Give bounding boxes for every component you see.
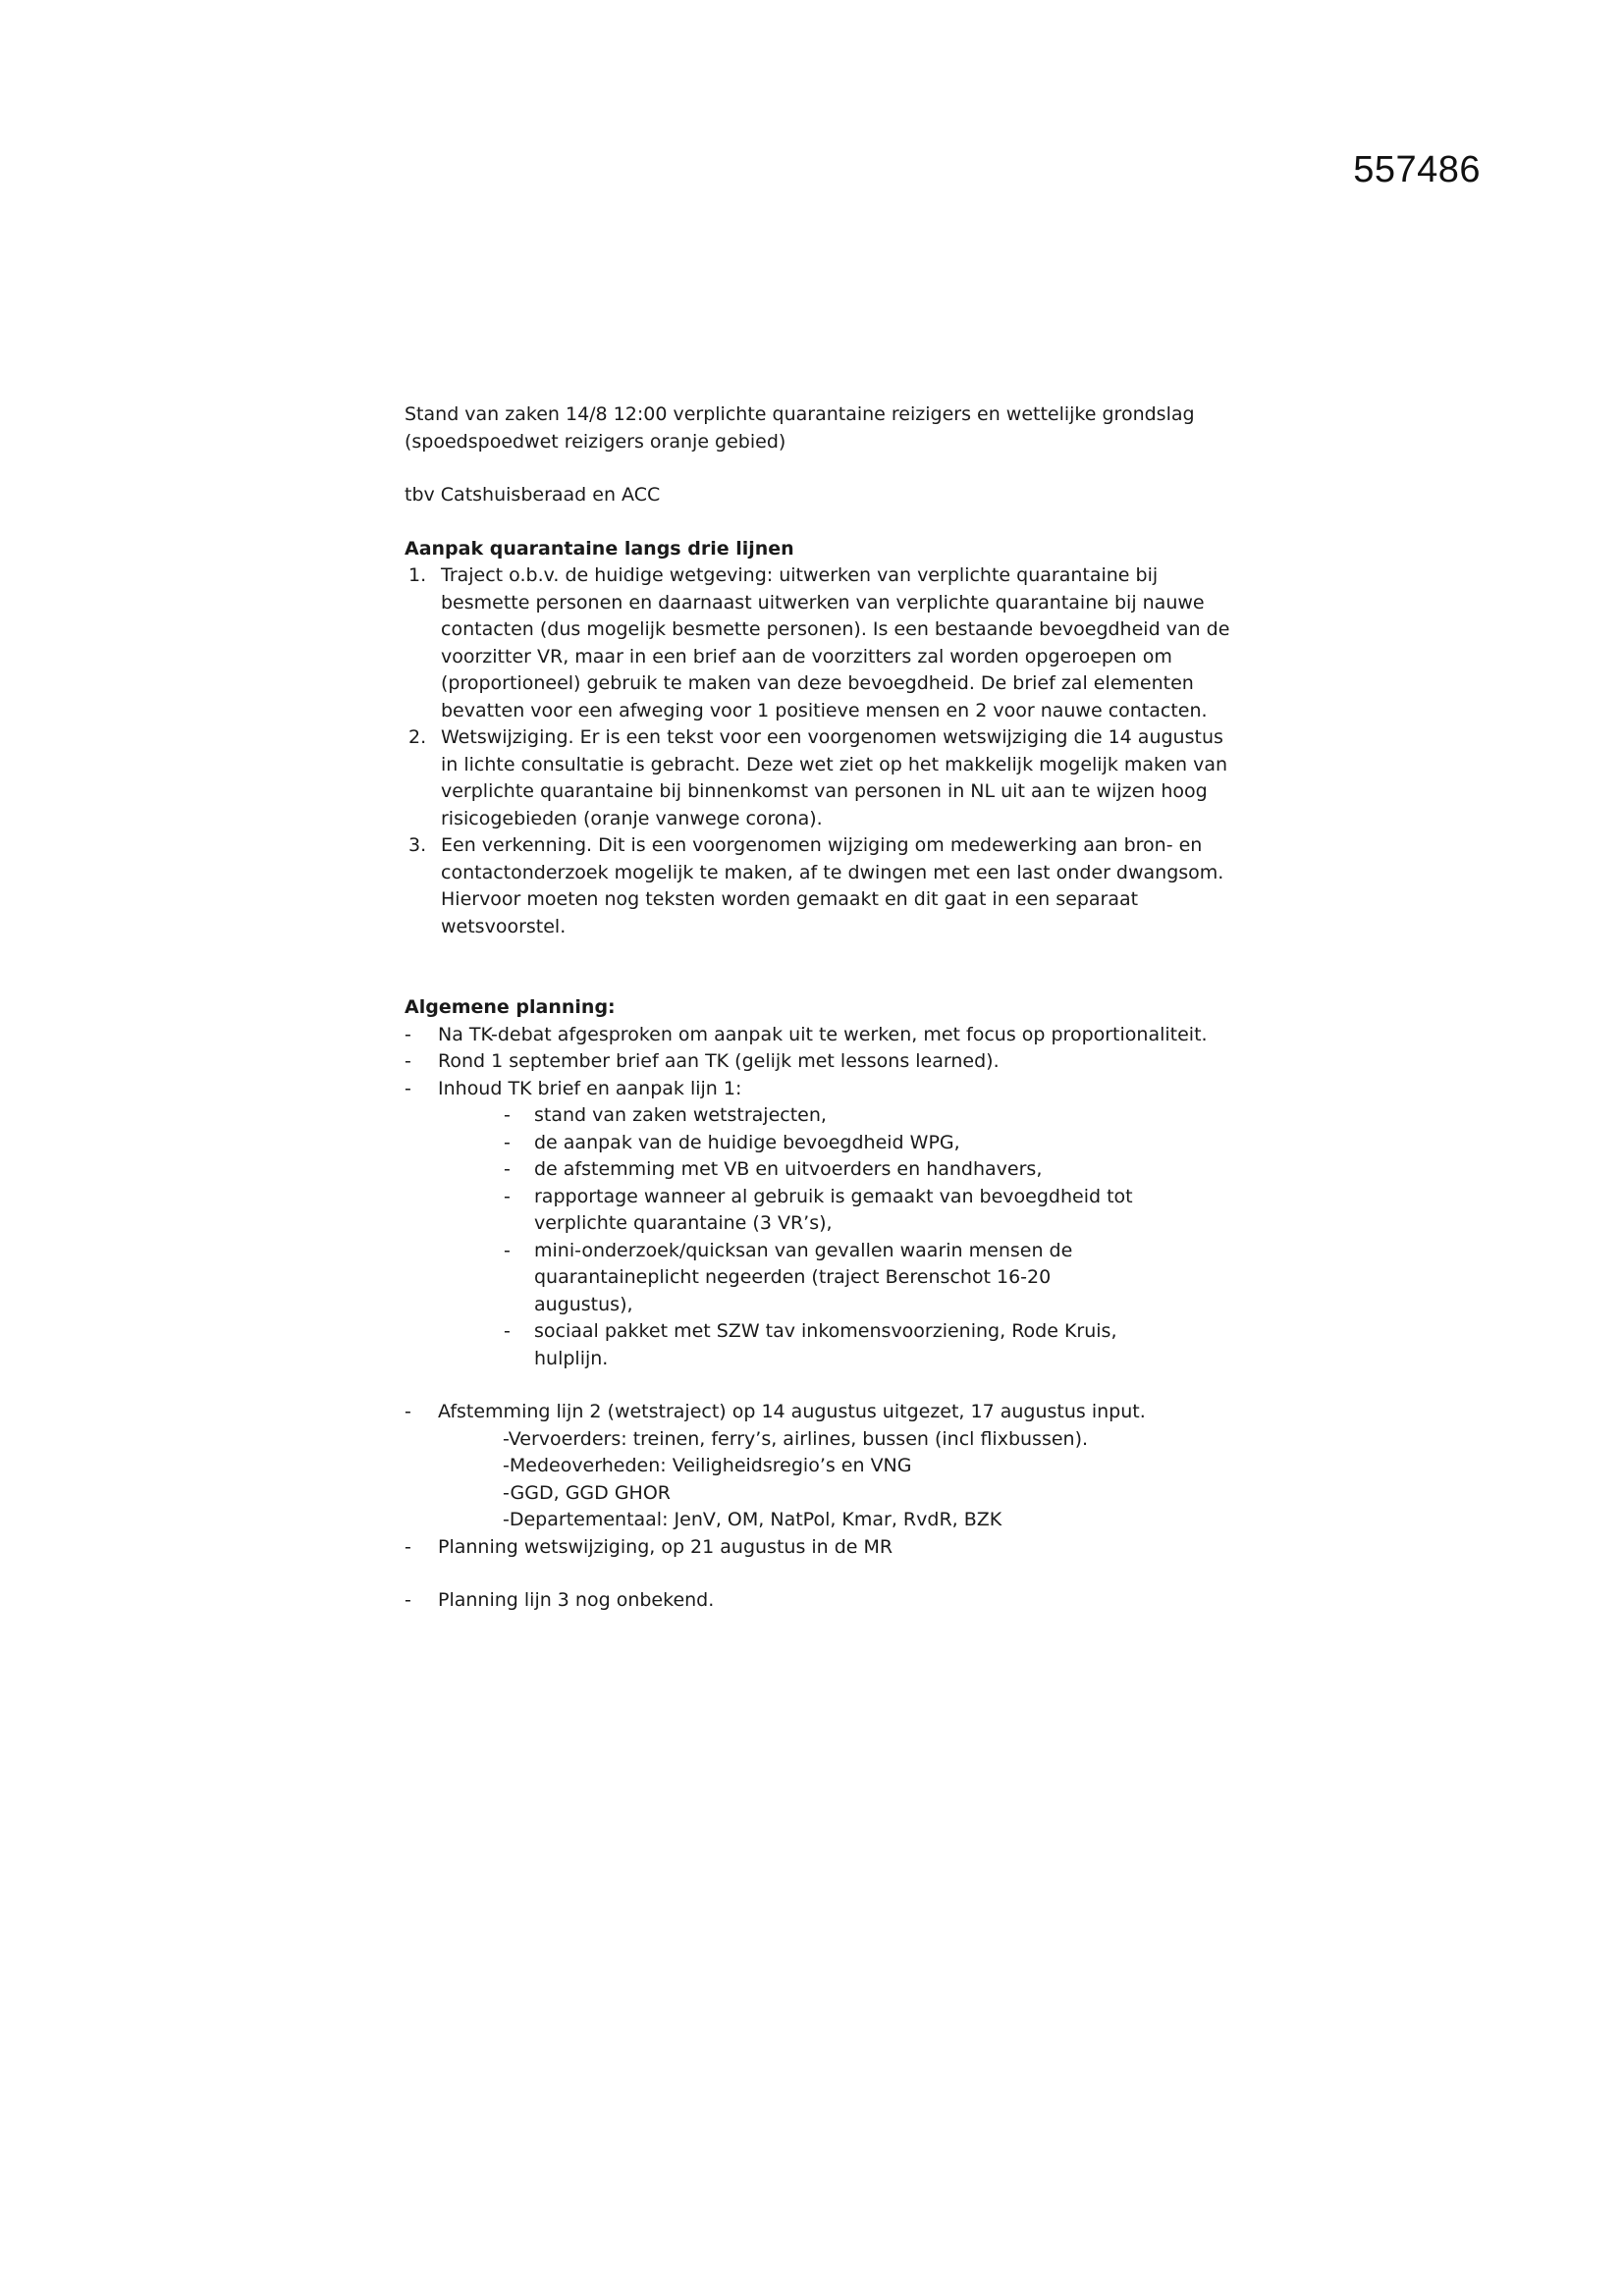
afstemming-line: -Departementaal: JenV, OM, NatPol, Kmar, RvdR, BZK	[503, 1509, 1002, 1530]
sub-list-item-text: de afstemming met VB en uitvoerders en handhavers,	[534, 1158, 1043, 1180]
list-item-text: Traject o.b.v. de huidige wetgeving: uitwerken van verplichte quarantaine bij besmette personen en daarnaast uitwerken van verplichte quarantaine bij nauwe contacten (dus mogelijk besmette personen). Is een bestaande bevoegdheid van de voorzitter VR, maar in een brief aan de voorzitters zal worden opgeroepen om (proportioneel) gebruik te maken van deze bevoegdheid. De brief zal elementen bevatten voor een afweging voor 1 positieve mensen en 2 voor nauwe contacten.	[441, 564, 1230, 721]
list-item-text: Planning lijn 3 nog onbekend.	[438, 1589, 715, 1611]
list-item	[405, 1399, 1269, 1534]
dash-bullet: -	[405, 1401, 411, 1422]
sub-list-item-text: stand van zaken wetstrajecten,	[534, 1104, 827, 1126]
dash-bullet: -	[504, 1320, 511, 1342]
dash-bullet: -	[405, 1589, 411, 1611]
list-item	[405, 1048, 1269, 1076]
numbered-list	[405, 562, 1269, 940]
dash-list	[405, 1022, 1269, 1615]
dash-bullet: -	[405, 1050, 411, 1072]
list-item	[405, 1534, 1269, 1562]
document-number: 557486	[1353, 149, 1481, 190]
list-item-text: Na TK-debat afgesproken om aanpak uit te werken, met focus op proportionaliteit.	[438, 1023, 1208, 1045]
sub-list-item	[438, 1318, 1143, 1372]
sub-list-item-text: mini-onderzoek/quicksan van gevallen waarin mensen de quarantaineplicht negeerden (traject Berenschot 16-20 augustus),	[534, 1239, 1073, 1315]
dash-bullet: -	[504, 1185, 511, 1207]
sub-list	[438, 1102, 1269, 1372]
afstemming-line: -Vervoerders: treinen, ferry’s, airlines, bussen (incl flixbussen).	[503, 1427, 1089, 1450]
spacer	[405, 1561, 1269, 1587]
list-item-text: Planning wetswijziging, op 21 augustus in de MR	[438, 1535, 893, 1558]
dash-bullet: -	[504, 1104, 511, 1126]
spacer	[405, 455, 1269, 482]
dash-bullet: -	[405, 1023, 411, 1045]
dash-bullet: -	[405, 1535, 411, 1558]
list-item	[405, 562, 1246, 724]
list-item-text: Afstemming lijn 2 (wetstraject) op 14 augustus uitgezet, 17 augustus input.	[438, 1401, 1146, 1422]
list-item-text: Een verkenning. Dit is een voorgenomen wijziging om medewerking aan bron- en contactonderzoek mogelijk te maken, af te dwingen met een last onder dwangsom. Hiervoor moeten nog teksten worden gemaakt en dit gaat in een separaat wetsvoorstel.	[441, 834, 1224, 937]
sub-list-item-text: de aanpak van de huidige bevoegdheid WPG,	[534, 1131, 960, 1153]
list-item-text: Rond 1 september brief aan TK (gelijk met lessons learned).	[438, 1050, 1000, 1072]
sub-list-item-text: sociaal pakket met SZW tav inkomensvoorziening, Rode Kruis, hulplijn.	[534, 1320, 1117, 1369]
sub-list-item-text: rapportage wanneer al gebruik is gemaakt van bevoegdheid tot verplichte quarantaine (3 VR’s),	[534, 1185, 1133, 1234]
spacer	[405, 1372, 1269, 1399]
document-title: Stand van zaken 14/8 12:00 verplichte quarantaine reizigers en wettelijke grondslag (spoedspoedwet reizigers oranje gebied)	[405, 403, 1195, 453]
list-item	[405, 832, 1246, 940]
list-item	[405, 724, 1246, 832]
sub-list-item	[438, 1238, 1143, 1319]
sub-list-item	[438, 1102, 1143, 1130]
section-heading-planning: Algemene planning:	[405, 996, 616, 1018]
afstemming-line: -Medeoverheden: Veiligheidsregio’s en VNG	[503, 1455, 912, 1476]
sub-list-item	[438, 1130, 1143, 1157]
spacer	[405, 509, 1269, 536]
list-number: 1.	[408, 564, 427, 586]
spacer	[405, 940, 1269, 994]
sub-list-item	[438, 1156, 1143, 1184]
dash-bullet: -	[504, 1131, 511, 1153]
list-item	[405, 1076, 1269, 1373]
section-heading-aanpak: Aanpak quarantaine langs drie lijnen	[405, 537, 794, 560]
document-body	[405, 401, 1269, 1615]
dash-bullet: -	[405, 1077, 411, 1099]
list-number: 2.	[408, 726, 427, 748]
audience-line: tbv Catshuisberaad en ACC	[405, 484, 661, 506]
afstemming-line: -GGD, GGD GHOR	[503, 1481, 671, 1504]
list-item	[405, 1587, 1269, 1615]
dash-bullet: -	[504, 1239, 511, 1261]
list-number: 3.	[408, 834, 427, 856]
sub-list-item	[438, 1184, 1143, 1238]
dash-bullet: -	[504, 1158, 511, 1180]
list-item	[405, 1022, 1269, 1049]
list-item-text: Wetswijziging. Er is een tekst voor een voorgenomen wetswijziging die 14 augustus in lichte consultatie is gebracht. Deze wet ziet op het makkelijk mogelijk maken van verplichte quarantaine bij binnenkomst van personen in NL uit aan te wijzen hoog risicogebieden (oranje vanwege corona).	[441, 726, 1228, 829]
list-item-text: Inhoud TK brief en aanpak lijn 1:	[438, 1077, 742, 1099]
